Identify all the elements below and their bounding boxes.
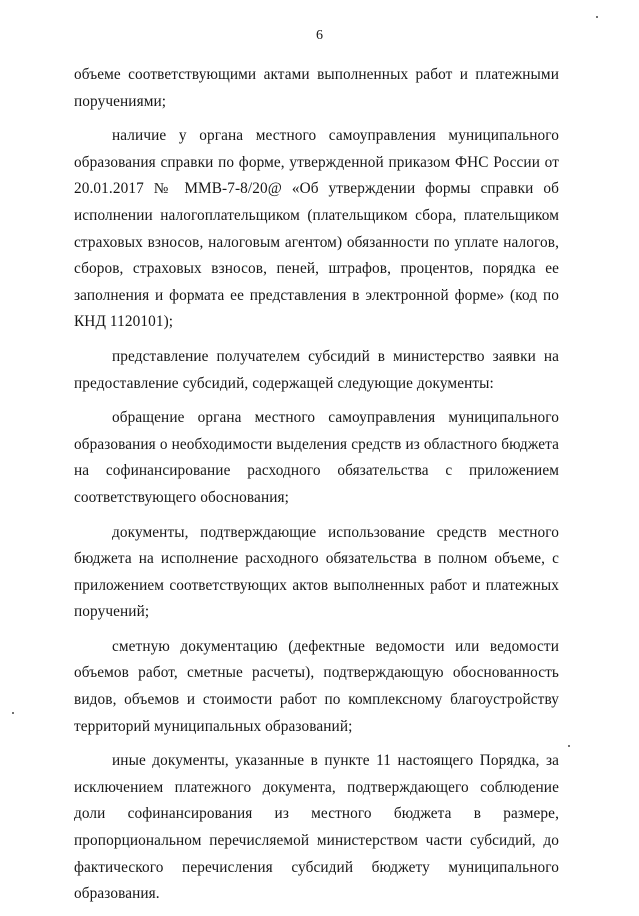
paragraph-fns-certificate: наличие у органа местного самоуправления муниципального образования справки по форме, утвержденной приказом ФНС России от 20.01.2017 № ММВ-7-8/20@ «Об утверждении формы справки об исполнении налогоплательщиком (плательщиком сбора, плательщиком страховых взносов, налоговым агентом) обязанности по уплате налогов, сборов, страховых взносов, пеней, штрафов, процентов, порядка ее заполнения и формата ее представления в электронной форме» (код по КНД 1120101); bbox=[74, 127, 559, 331]
scan-speck bbox=[12, 712, 14, 714]
paragraph-estimate-documentation: сметную документацию (дефектные ведомости или ведомости объемов работ, сметные расчеты), подтверждающую обоснованность видов, объемов и стоимости работ по комплексному благоустройству территорий муниципальных образований; bbox=[74, 637, 559, 735]
paragraph-other-documents: иные документы, указанные в пункте 11 настоящего Порядка, за исключением платежного документа, подтверждающего соблюдение доли софинансирования из местного бюджета в размере, пропорциональном перечисляемой министерством части субсидий, до фактического перечисления субсидий бюджету муниципального образования. bbox=[74, 752, 559, 903]
page-number: 6 bbox=[316, 28, 323, 43]
document-body bbox=[74, 62, 559, 916]
paragraph-continuation: объеме соответствующими актами выполненных работ и платежными поручениями; bbox=[74, 66, 559, 110]
paragraph-application: представление получателем субсидий в министерство заявки на предоставление субсидий, содержащей следующие документы: bbox=[74, 347, 559, 392]
scan-speck bbox=[596, 16, 598, 18]
paragraph-budget-documents: документы, подтверждающие использование средств местного бюджета на исполнение расходного обязательства в полном объеме, с приложением соответствующих актов выполненных работ и платежных поручений; bbox=[74, 523, 559, 621]
scan-speck bbox=[568, 745, 570, 747]
paragraph-appeal: обращение органа местного самоуправления муниципального образования о необходимости выделения средств из областного бюджета на софинансирование расходного обязательства с приложением соответствующего обоснования; bbox=[74, 409, 559, 506]
